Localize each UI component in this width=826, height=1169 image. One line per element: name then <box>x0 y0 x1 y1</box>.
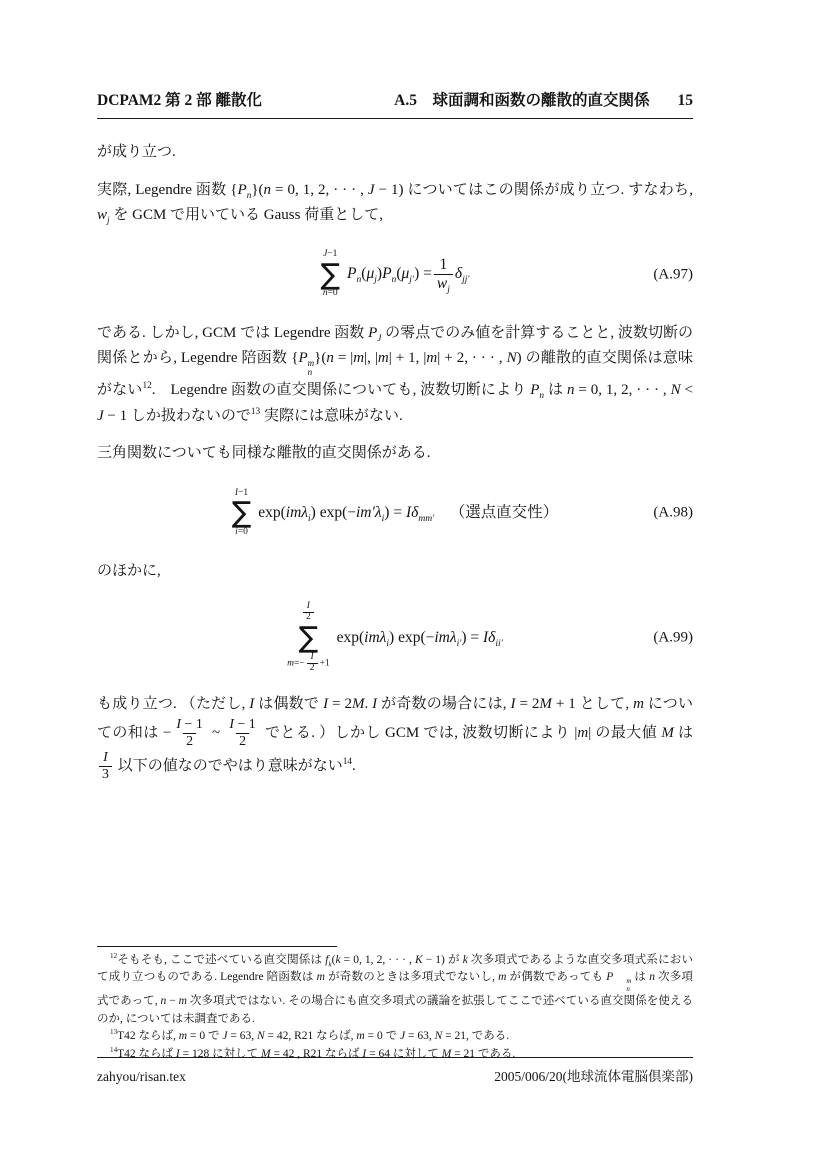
footnote-12: $^{12}$そもそも, ここで述べている直交関係は $f_k(k = 0$, 1, 2, · · · , K − 1) が k 次多項式であるような直交多項式系において成り立つものである. Legendre 陪函数は m が奇数のときは多項式でないし, m が偶数であっても P m n は n 次多項式であって, n − m 次多項式ではない. その場合にも直交多項式の議論を拡張してここで述べている直交関係を使えるのか, については未調査である. <box>97 952 694 1025</box>
header-right <box>394 88 693 110</box>
paragraph: である. しかし, GCM では Legendre 函数 $P_J$ の零点でのみ値を計算することと, 波数切断の関係とから, Legendre 陪函数 {P m n }(n = |m|, |m| + 1, |m| + 2, · · · , N) の離散的直交関係は意味がない$^{12}$. Legendre 函数の直交関係についても, 波数切断により $P_n$ は n = 0, 1, 2, · · · , N < J − 1 しか扱わないので$^{13}$ 実際には意味がない. <box>97 324 694 424</box>
paragraph: 三角関数についても同様な離散的直交関係がある. <box>97 445 431 462</box>
equation-number: (A.99) <box>653 629 693 646</box>
footnote-14: $^{14}$T42 ならば I = 128 に対して M = 42 , R21 ならば I = 64 に対して M = 21 である. <box>110 1045 516 1060</box>
header-section-title: A.5 球面調和函数の離散的直交関係 <box>394 92 650 109</box>
document-body <box>97 140 693 795</box>
equation-number: (A.98) <box>653 504 693 521</box>
page-number: 15 <box>677 92 693 109</box>
equation-math: I−1 ∑ i=0 exp(imλ$_i$) $\exp(-im'\lambda_i) = I\delta_{mm'}$ （選点直交性） <box>231 487 559 537</box>
footer-date-credit: 2005/006/20(地球流体電脳倶楽部) <box>494 1069 693 1084</box>
paragraph: のほかに, <box>97 562 161 579</box>
paragraph: が成り立つ. <box>97 144 176 160</box>
paragraph: 実際, Legendre 函数 $\{P_n\}(n = 0$, 1, 2, · · · , J − 1) についてはこの関係が成り立つ. すなわち, $w_j$ を GCM で用いている Gauss 荷重として, <box>97 181 693 226</box>
equation-a99 <box>97 601 693 674</box>
page-header <box>97 88 693 119</box>
footer-source-file: zahyou/risan.tex <box>97 1069 186 1084</box>
paragraph: も成り立つ. （ただし, I は偶数で I = 2M. I が奇数の場合には, I = 2M + 1 として, m についての和は − $\frac{I - 1}{2}$ ~ $\frac{I - 1}{2}$ でとる. ）しかし GCM では, 波数切断により |m| の最大値 M は $\frac{I}{3}$ 以下の値なのでやはり意味がない$^{14}$. <box>97 695 693 783</box>
equation-math: J−1 ∑ n=0 $P_n(\mu_j)P_n(\mu_{j'})$ = $\frac{1}{w_j}$ $\delta_{jj'}$ <box>320 249 470 299</box>
equation-a97 <box>97 246 693 304</box>
footnote-rule <box>97 946 337 947</box>
equation-number: (A.97) <box>653 265 693 282</box>
footnotes <box>97 946 693 1063</box>
page-footer <box>97 1057 693 1085</box>
equation-math: $\frac{I}{2}$ ∑ m=− $\frac{I}{2}$ +1 exp(imλ$_i$) $\exp(-im\lambda_{i'}) = I\delta_{ii'}$ <box>287 601 503 673</box>
header-left-title: DCPAM2 第 2 部 離散化 <box>97 92 263 109</box>
equation-a98 <box>97 484 693 542</box>
footnote-13: $^{13}$T42 ならば, m = 0 で J = 63, N = 42, R21 ならば, m = 0 で J = 63, N = 21, である. <box>110 1028 510 1043</box>
